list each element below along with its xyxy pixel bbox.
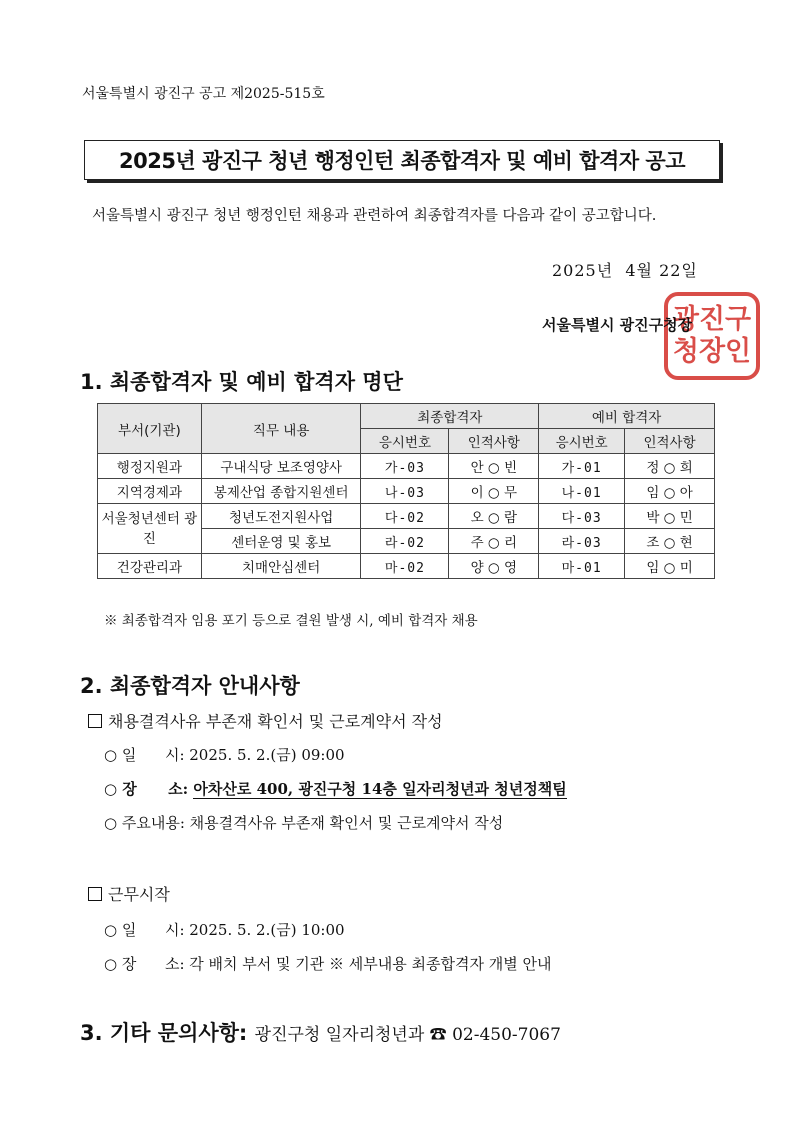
section-2-heading: 2. 최종합격자 안내사항 [80, 674, 300, 698]
final-name-cell: 양 ○ 영 [449, 554, 539, 579]
header-reserve-exam-no: 응시번호 [539, 429, 625, 454]
contact-info: 광진구청 일자리청년과 ☎ 02-450-7067 [254, 1025, 561, 1045]
table-row [98, 554, 715, 579]
start-place: ○ 장 소: 각 배치 부서 및 기관 ※ 세부내용 최종합격자 개별 안내 [104, 955, 552, 973]
job-cell: 청년도전지원사업 [201, 504, 361, 529]
header-final-name: 인적사항 [449, 429, 539, 454]
reserve-no-cell: 다-03 [539, 504, 625, 529]
reserve-no-cell: 나-01 [539, 479, 625, 504]
job-cell: 구내식당 보조영양사 [201, 454, 361, 479]
contract-place-value: 아차산로 400, 광진구청 14층 일자리청년과 청년정책팀 [193, 780, 567, 798]
header-dept: 부서(기관) [98, 404, 202, 454]
seal-line-2: 청장인 [672, 336, 752, 367]
final-no-cell: 마-02 [361, 554, 449, 579]
final-no-cell: 다-02 [361, 504, 449, 529]
notice-number: 서울특별시 광진구 공고 제2025-515호 [82, 86, 325, 102]
final-name-cell: 오 ○ 람 [449, 504, 539, 529]
start-datetime: ○ 일 시: 2025. 5. 2.(금) 10:00 [104, 921, 345, 939]
official-seal [664, 292, 760, 380]
checkbox-square-icon [88, 887, 102, 901]
reserve-name-cell: 임 ○ 미 [625, 554, 715, 579]
dept-cell: 행정지원과 [98, 454, 202, 479]
reserve-name-cell: 조 ○ 현 [625, 529, 715, 554]
contract-place-label: ○ 장 소: [104, 780, 194, 798]
subheading-start [88, 882, 170, 905]
job-cell: 치매안심센터 [201, 554, 361, 579]
reserve-name-cell: 임 ○ 아 [625, 479, 715, 504]
final-no-cell: 라-02 [361, 529, 449, 554]
dept-cell: 지역경제과 [98, 479, 202, 504]
seal-line-1: 광진구 [672, 304, 752, 335]
table-row [98, 479, 715, 504]
document-title: 2025년 광진구 청년 행정인턴 최종합격자 및 예비 합격자 공고 [84, 140, 720, 180]
section-3-label: 3. 기타 문의사항: [80, 1021, 248, 1045]
reserve-no-cell: 가-01 [539, 454, 625, 479]
final-name-cell: 이 ○ 무 [449, 479, 539, 504]
section-1-heading: 1. 최종합격자 및 예비 합격자 명단 [80, 370, 403, 394]
header-final: 최종합격자 [361, 404, 539, 429]
header-reserve: 예비 합격자 [539, 404, 715, 429]
table-note: ※ 최종합격자 임용 포기 등으로 결원 발생 시, 예비 합격자 채용 [104, 613, 478, 629]
reserve-no-cell: 라-03 [539, 529, 625, 554]
section-3-heading [80, 1017, 561, 1047]
final-name-cell: 안 ○ 빈 [449, 454, 539, 479]
table-row [98, 454, 715, 479]
job-cell: 센터운영 및 홍보 [201, 529, 361, 554]
announcement-date: 2025년 4월 22일 [552, 261, 698, 280]
subheading-contract [88, 709, 443, 732]
intro-text: 서울특별시 광진구 청년 행정인턴 채용과 관련하여 최종합격자를 다음과 같이 공고합니다. [92, 208, 657, 224]
roster-table [97, 403, 715, 579]
subheading-contract-label: 채용결격사유 부존재 확인서 및 근로계약서 작성 [108, 712, 443, 731]
reserve-name-cell: 박 ○ 민 [625, 504, 715, 529]
contract-details: ○ 주요내용: 채용결격사유 부존재 확인서 및 근로계약서 작성 [104, 814, 504, 832]
subheading-start-label: 근무시작 [108, 885, 170, 904]
header-final-exam-no: 응시번호 [361, 429, 449, 454]
final-no-cell: 나-03 [361, 479, 449, 504]
final-name-cell: 주 ○ 리 [449, 529, 539, 554]
checkbox-square-icon [88, 714, 102, 728]
contract-datetime: ○ 일 시: 2025. 5. 2.(금) 09:00 [104, 746, 345, 764]
dept-cell: 건강관리과 [98, 554, 202, 579]
header-reserve-name: 인적사항 [625, 429, 715, 454]
reserve-no-cell: 마-01 [539, 554, 625, 579]
contract-place [104, 778, 567, 799]
header-job: 직무 내용 [201, 404, 361, 454]
final-no-cell: 가-03 [361, 454, 449, 479]
reserve-name-cell: 정 ○ 희 [625, 454, 715, 479]
dept-cell: 서울청년센터 광진 [98, 504, 202, 554]
table-row [98, 504, 715, 529]
job-cell: 봉제산업 종합지원센터 [201, 479, 361, 504]
issuer: 서울특별시 광진구청장 [542, 316, 693, 334]
